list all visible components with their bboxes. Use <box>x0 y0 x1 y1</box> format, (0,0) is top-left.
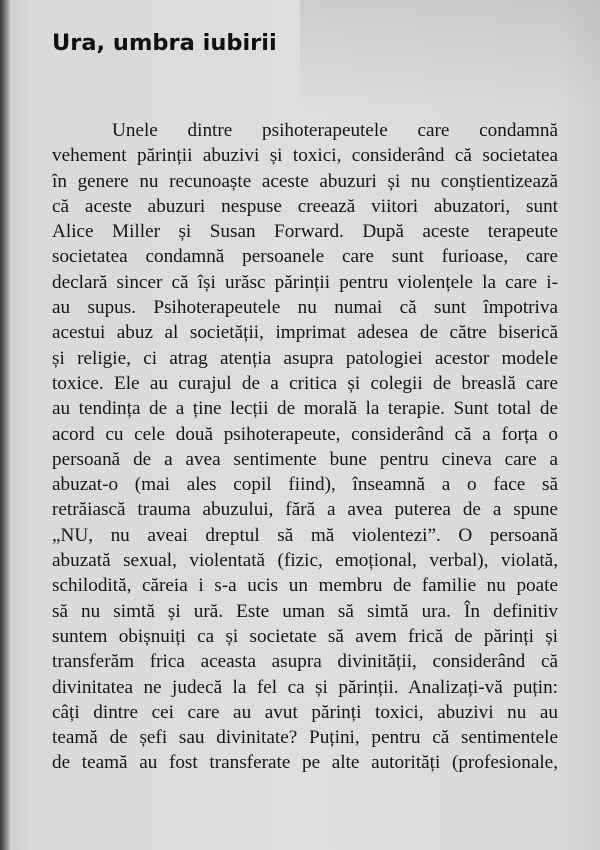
page-edge-shadow <box>0 0 10 850</box>
text-line: abuzat-o (mai ales copil fiind), înseamnă a o face să <box>52 474 558 496</box>
text-line: să nu simtă și ură. Este uman să simtă ura. În definitiv <box>52 600 558 622</box>
text-line: persoană de a avea sentimente bune pentru cineva care a <box>52 448 558 470</box>
text-line: transferăm frica aceasta asupra divinității, considerând că <box>52 651 558 673</box>
text-line: Alice Miller și Susan Forward. După aceste terapeute <box>52 221 558 243</box>
text-line: divinitatea ne judecă la fel ca și părinții. Analizați-vă puțin: <box>52 676 558 698</box>
text-line: teamă de șefi sau divinitate? Puțini, pentru că sentimentele <box>52 727 558 749</box>
text-line: schilodită, căreia i s-a ucis un membru de familie nu poate <box>52 575 558 597</box>
text-line: declară sincer că își urăsc părinții pentru violențele la care i- <box>52 271 558 293</box>
text-line: că aceste abuzuri nespuse creează viitori abuzatori, sunt <box>52 195 558 217</box>
text-line: câți dintre cei care au avut părinți toxici, abuzivi nu au <box>52 701 558 723</box>
text-line: suntem obișnuiți ca și societate să avem frică de părinți și <box>52 625 558 647</box>
text-line: toxice. Ele au curajul de a critica și colegii de breaslă care <box>52 372 558 394</box>
text-line: abuzată sexual, violentată (fizic, emoțional, verbal), violată, <box>52 550 558 572</box>
text-line: în genere nu recunoaște aceste abuzuri și nu conștientizează <box>52 170 558 192</box>
text-line: retrăiască trauma abuzului, fără a avea puterea de a spune <box>52 499 558 521</box>
text-line: și religie, ci atrag atenția asupra patologiei acestor modele <box>52 347 558 369</box>
book-page <box>52 28 558 774</box>
text-line: vehement părinții abuzivi și toxici, considerând că societatea <box>52 145 558 167</box>
text-line: „NU, nu aveai dreptul să mă violentezi”. O persoană <box>52 524 558 546</box>
text-line: societatea condamnă persoanele care sunt furioase, care <box>52 246 558 268</box>
text-line: de teamă au fost transferate pe alte autorități (profesionale, <box>52 752 558 774</box>
text-line: au supus. Psihoterapeutele nu numai că sunt împotriva <box>52 297 558 319</box>
text-line: Unele dintre psihoterapeutele care condamnă <box>112 120 558 141</box>
text-line: acestui abuz al societății, imprimat adesea de către biserică <box>52 322 558 344</box>
text-line: au tendința de a ține lecții de morală la terapie. Sunt total de <box>52 398 558 420</box>
chapter-title: Ura, umbra iubirii <box>52 30 277 56</box>
body-paragraph <box>52 118 558 776</box>
text-line: acord cu cele două psihoterapeute, considerând că a forța o <box>52 423 558 445</box>
